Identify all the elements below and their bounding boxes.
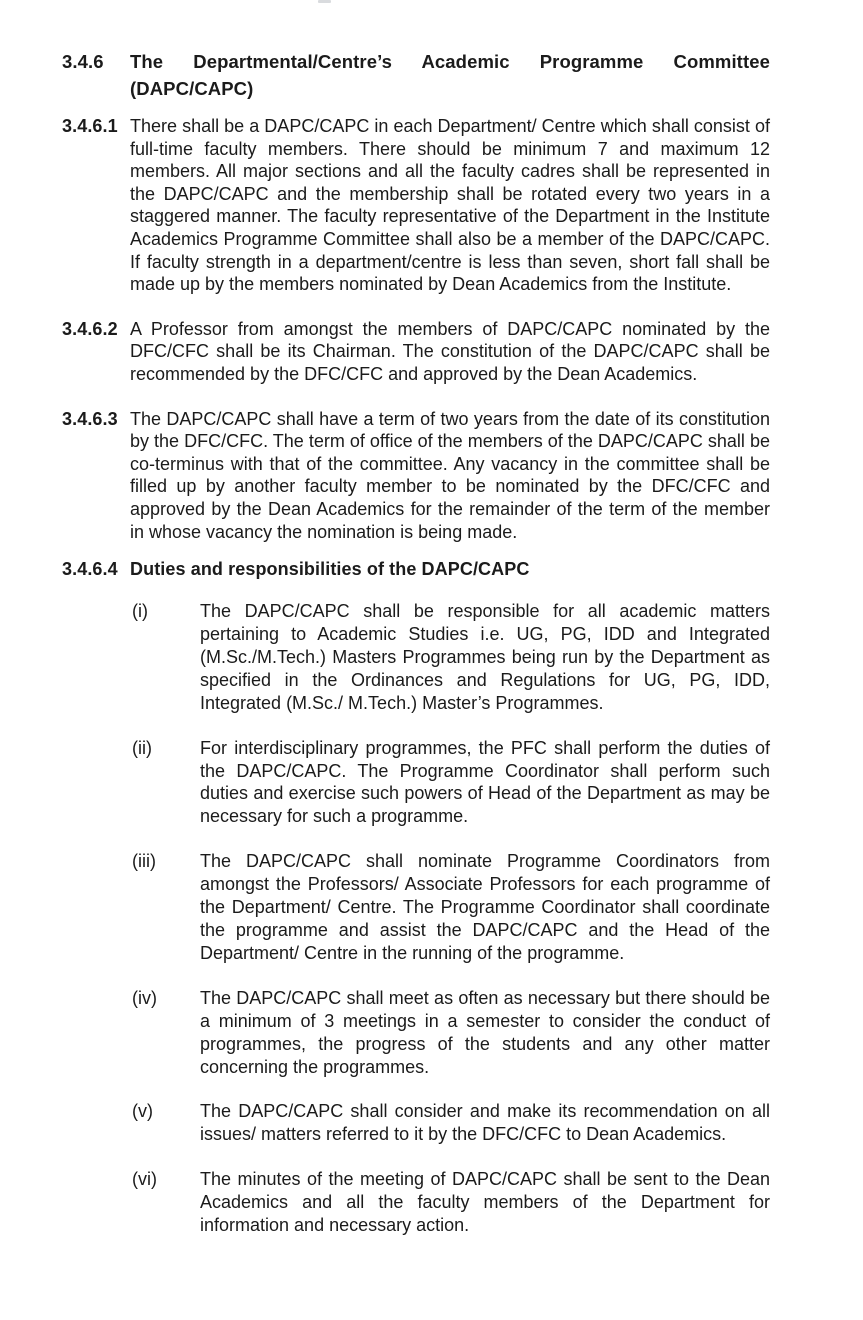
duty-text: The DAPC/CAPC shall consider and make its recommendation on all issues/ matters referred to it by the DFC/CFC to Dean Academics. — [200, 1101, 770, 1145]
duty-item-iii — [130, 850, 770, 965]
duty-text: The DAPC/CAPC shall be responsible for all academic matters pertaining to Academic Studies i.e. UG, PG, IDD and Integrated (M.Sc./M.Tech.) Masters Programmes being run by the Department as specified in the Ordinances and Regulations for UG, PG, IDD, Integrated (M.Sc./ M.Tech.) Master’s Programmes. — [200, 601, 770, 713]
duty-label: (i) — [132, 601, 148, 622]
duty-item-vi — [130, 1168, 770, 1237]
clause-number: 3.4.6.1 — [62, 116, 118, 136]
duty-label: (ii) — [132, 737, 152, 758]
clause-text: A Professor from amongst the members of DAPC/CAPC nominated by the DFC/CFC shall be its Chairman. The constitution of the DAPC/CAPC shall be recommended by the DFC/CFC and approved by the Dean Academics. — [130, 318, 770, 384]
clause-3-4-6-1 — [62, 115, 770, 296]
duty-item-ii — [130, 737, 770, 829]
clause-text: The DAPC/CAPC shall have a term of two years from the date of its constitution by the DFC/CFC. The term of office of the members of the DAPC/CAPC shall be co-terminus with that of the committee. Any vacancy in the committee shall be filled up by another faculty member to be nominated by the DFC/CFC and approved by the Dean Academics for the remainder of the term of the member in whose vacancy the nomination is being made. — [130, 408, 770, 542]
duty-label: (iii) — [132, 851, 156, 872]
section-3-4-6 — [62, 48, 770, 1259]
section-heading — [62, 48, 770, 102]
duty-label: (v) — [132, 1101, 153, 1122]
page-edge-artifact — [318, 0, 331, 3]
clause-number: 3.4.6.3 — [62, 408, 118, 429]
duty-item-iv — [130, 987, 770, 1079]
duty-text: The DAPC/CAPC shall meet as often as necessary but there should be a minimum of 3 meetings in a semester to consider the conduct of programmes, the progress of the students and any other matter concerning the programmes. — [200, 987, 770, 1077]
clause-number: 3.4.6.4 — [62, 559, 118, 580]
clause-text: There shall be a DAPC/CAPC in each Department/ Centre which shall consist of full-time faculty members. There should be minimum 7 and maximum 12 members. All major sections and all the faculty cadres shall be represented in the DAPC/CAPC and the membership shall be rotated every two years in a staggered manner. The faculty representative of the Department in the Institute Academics Programme Committee shall also be a member of the DAPC/CAPC. If faculty strength in a department/centre is less than seven, short fall shall be made up by the members nominated by Dean Academics from the Institute. — [130, 116, 770, 295]
clause-number: 3.4.6.2 — [62, 318, 118, 339]
section-title: The Departmental/Centre’s Academic Programme Committee (DAPC/CAPC) — [130, 51, 770, 99]
duties-list — [130, 600, 770, 1237]
clause-3-4-6-2 — [62, 318, 770, 386]
duty-item-i — [130, 600, 770, 715]
duty-text: For interdisciplinary programmes, the PFC shall perform the duties of the DAPC/CAPC. The Programme Coordinator shall perform such duties and exercise such powers of Head of the Department as may be necessary for such a programme. — [200, 737, 770, 827]
duties-title: Duties and responsibilities of the DAPC/CAPC — [130, 559, 530, 580]
duty-item-v — [130, 1100, 770, 1146]
clause-3-4-6-3 — [62, 408, 770, 544]
duty-label: (vi) — [132, 1169, 157, 1190]
clause-3-4-6-4-heading — [62, 558, 770, 581]
duty-label: (iv) — [132, 987, 157, 1008]
duty-text: The DAPC/CAPC shall nominate Programme Coordinators from amongst the Professors/ Associate Professors for each programme of the Department/ Centre. The Programme Coordinator shall coordinate the programme and assist the DAPC/CAPC and the Head of the Department/ Centre in the running of the programme. — [200, 851, 770, 963]
duty-text: The minutes of the meeting of DAPC/CAPC shall be sent to the Dean Academics and all the faculty members of the Department for information and necessary action. — [200, 1169, 770, 1236]
section-number: 3.4.6 — [62, 51, 104, 72]
